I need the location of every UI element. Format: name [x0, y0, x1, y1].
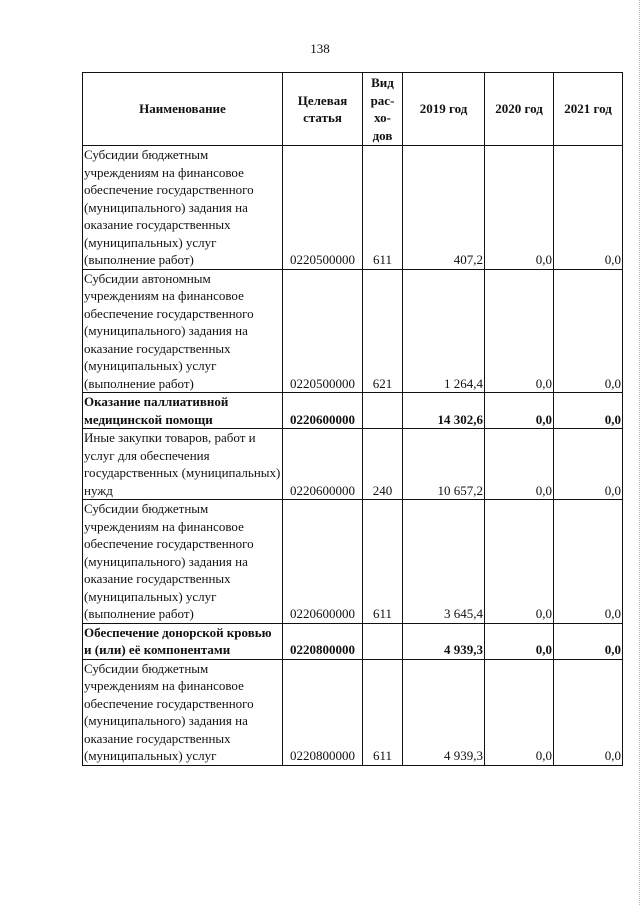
- header-row: [83, 73, 623, 146]
- row-code: 0220600000: [283, 393, 363, 429]
- table-row: [83, 146, 623, 270]
- row-code: 0220500000: [283, 269, 363, 393]
- page-number: 138: [310, 41, 330, 56]
- scan-edge-marks: [635, 0, 640, 905]
- row-2019: 3 645,4: [403, 500, 485, 624]
- row-code: 0220600000: [283, 429, 363, 500]
- row-name: Иные закупки товаров, работ и услуг для обеспечения государственных (муниципальных) нужд: [83, 429, 283, 500]
- row-name: Субсидии бюджетным учреждениям на финансовое обеспечение государственного (муниципального) задания на оказание государственных (муниципальных) услуг (выполнение работ): [83, 146, 283, 270]
- row-2020: 0,0: [485, 659, 554, 765]
- row-code: 0220600000: [283, 500, 363, 624]
- header-code: Целевая статья: [283, 73, 363, 146]
- row-2020: 0,0: [485, 269, 554, 393]
- row-vid: 240: [363, 429, 403, 500]
- row-2021: 0,0: [554, 429, 623, 500]
- row-2021: 0,0: [554, 393, 623, 429]
- table-row: [83, 269, 623, 393]
- row-code: 0220800000: [283, 623, 363, 659]
- row-vid: 611: [363, 146, 403, 270]
- row-2020: 0,0: [485, 146, 554, 270]
- row-vid: [363, 623, 403, 659]
- header-name: Наименование: [83, 73, 283, 146]
- row-2021: 0,0: [554, 146, 623, 270]
- row-vid: 621: [363, 269, 403, 393]
- header-2019: 2019 год: [403, 73, 485, 146]
- row-vid: 611: [363, 659, 403, 765]
- header-2020: 2020 год: [485, 73, 554, 146]
- row-2019: 407,2: [403, 146, 485, 270]
- row-name: Оказание паллиативной медицинской помощи: [83, 393, 283, 429]
- table-row: [83, 500, 623, 624]
- header-vid: Вид рас- хо- дов: [363, 73, 403, 146]
- row-2020: 0,0: [485, 429, 554, 500]
- row-2019: 4 939,3: [403, 623, 485, 659]
- row-2019: 10 657,2: [403, 429, 485, 500]
- row-name: Субсидии бюджетным учреждениям на финансовое обеспечение государственного (муниципального) задания на оказание государственных (муниципальных) услуг (выполнение работ): [83, 500, 283, 624]
- row-vid: [363, 393, 403, 429]
- row-2021: 0,0: [554, 623, 623, 659]
- header-2021: 2021 год: [554, 73, 623, 146]
- row-2020: 0,0: [485, 500, 554, 624]
- row-2019: 4 939,3: [403, 659, 485, 765]
- table-row: [83, 659, 623, 765]
- row-2021: 0,0: [554, 269, 623, 393]
- table-row-section: [83, 393, 623, 429]
- row-2020: 0,0: [485, 393, 554, 429]
- row-code: 0220800000: [283, 659, 363, 765]
- row-name: Субсидии автономным учреждениям на финансовое обеспечение государственного (муниципального) задания на оказание государственных (муниципальных) услуг (выполнение работ): [83, 269, 283, 393]
- row-name: Субсидии бюджетным учреждениям на финансовое обеспечение государственного (муниципального) задания на оказание государственных (муниципальных) услуг: [83, 659, 283, 765]
- row-code: 0220500000: [283, 146, 363, 270]
- row-2021: 0,0: [554, 500, 623, 624]
- row-2020: 0,0: [485, 623, 554, 659]
- budget-table: [82, 72, 623, 766]
- row-2021: 0,0: [554, 659, 623, 765]
- table-row-section: [83, 623, 623, 659]
- row-name: Обеспечение донорской кровью и (или) её компонентами: [83, 623, 283, 659]
- row-2019: 1 264,4: [403, 269, 485, 393]
- table-row: [83, 429, 623, 500]
- row-vid: 611: [363, 500, 403, 624]
- row-2019: 14 302,6: [403, 393, 485, 429]
